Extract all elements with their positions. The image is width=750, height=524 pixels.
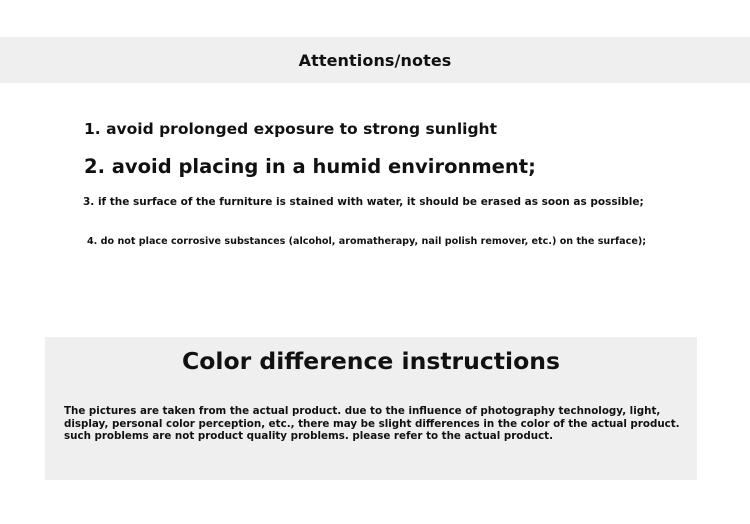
color-difference-line-2: display, personal color perception, etc., there may be slight differences in the color of the actual product. bbox=[64, 417, 680, 430]
color-difference-title: Color difference instructions bbox=[182, 347, 560, 375]
color-difference-panel bbox=[45, 337, 697, 480]
note-item-4: 4. do not place corrosive substances (alcohol, aromatherapy, nail polish remover, etc.) on the surface); bbox=[87, 236, 647, 247]
note-item-2: 2. avoid placing in a humid environment; bbox=[84, 155, 536, 178]
note-item-3: 3. if the surface of the furniture is stained with water, it should be erased as soon as possible; bbox=[83, 196, 644, 208]
attentions-header-band bbox=[0, 37, 750, 83]
color-difference-line-1: The pictures are taken from the actual product. due to the influence of photography technology, light, bbox=[64, 405, 661, 417]
note-item-1: 1. avoid prolonged exposure to strong sunlight bbox=[84, 120, 498, 138]
color-difference-line-3: such problems are not product quality problems. please refer to the actual product. bbox=[64, 430, 554, 442]
attentions-title: Attentions/notes bbox=[298, 50, 452, 70]
color-difference-text bbox=[64, 405, 694, 443]
